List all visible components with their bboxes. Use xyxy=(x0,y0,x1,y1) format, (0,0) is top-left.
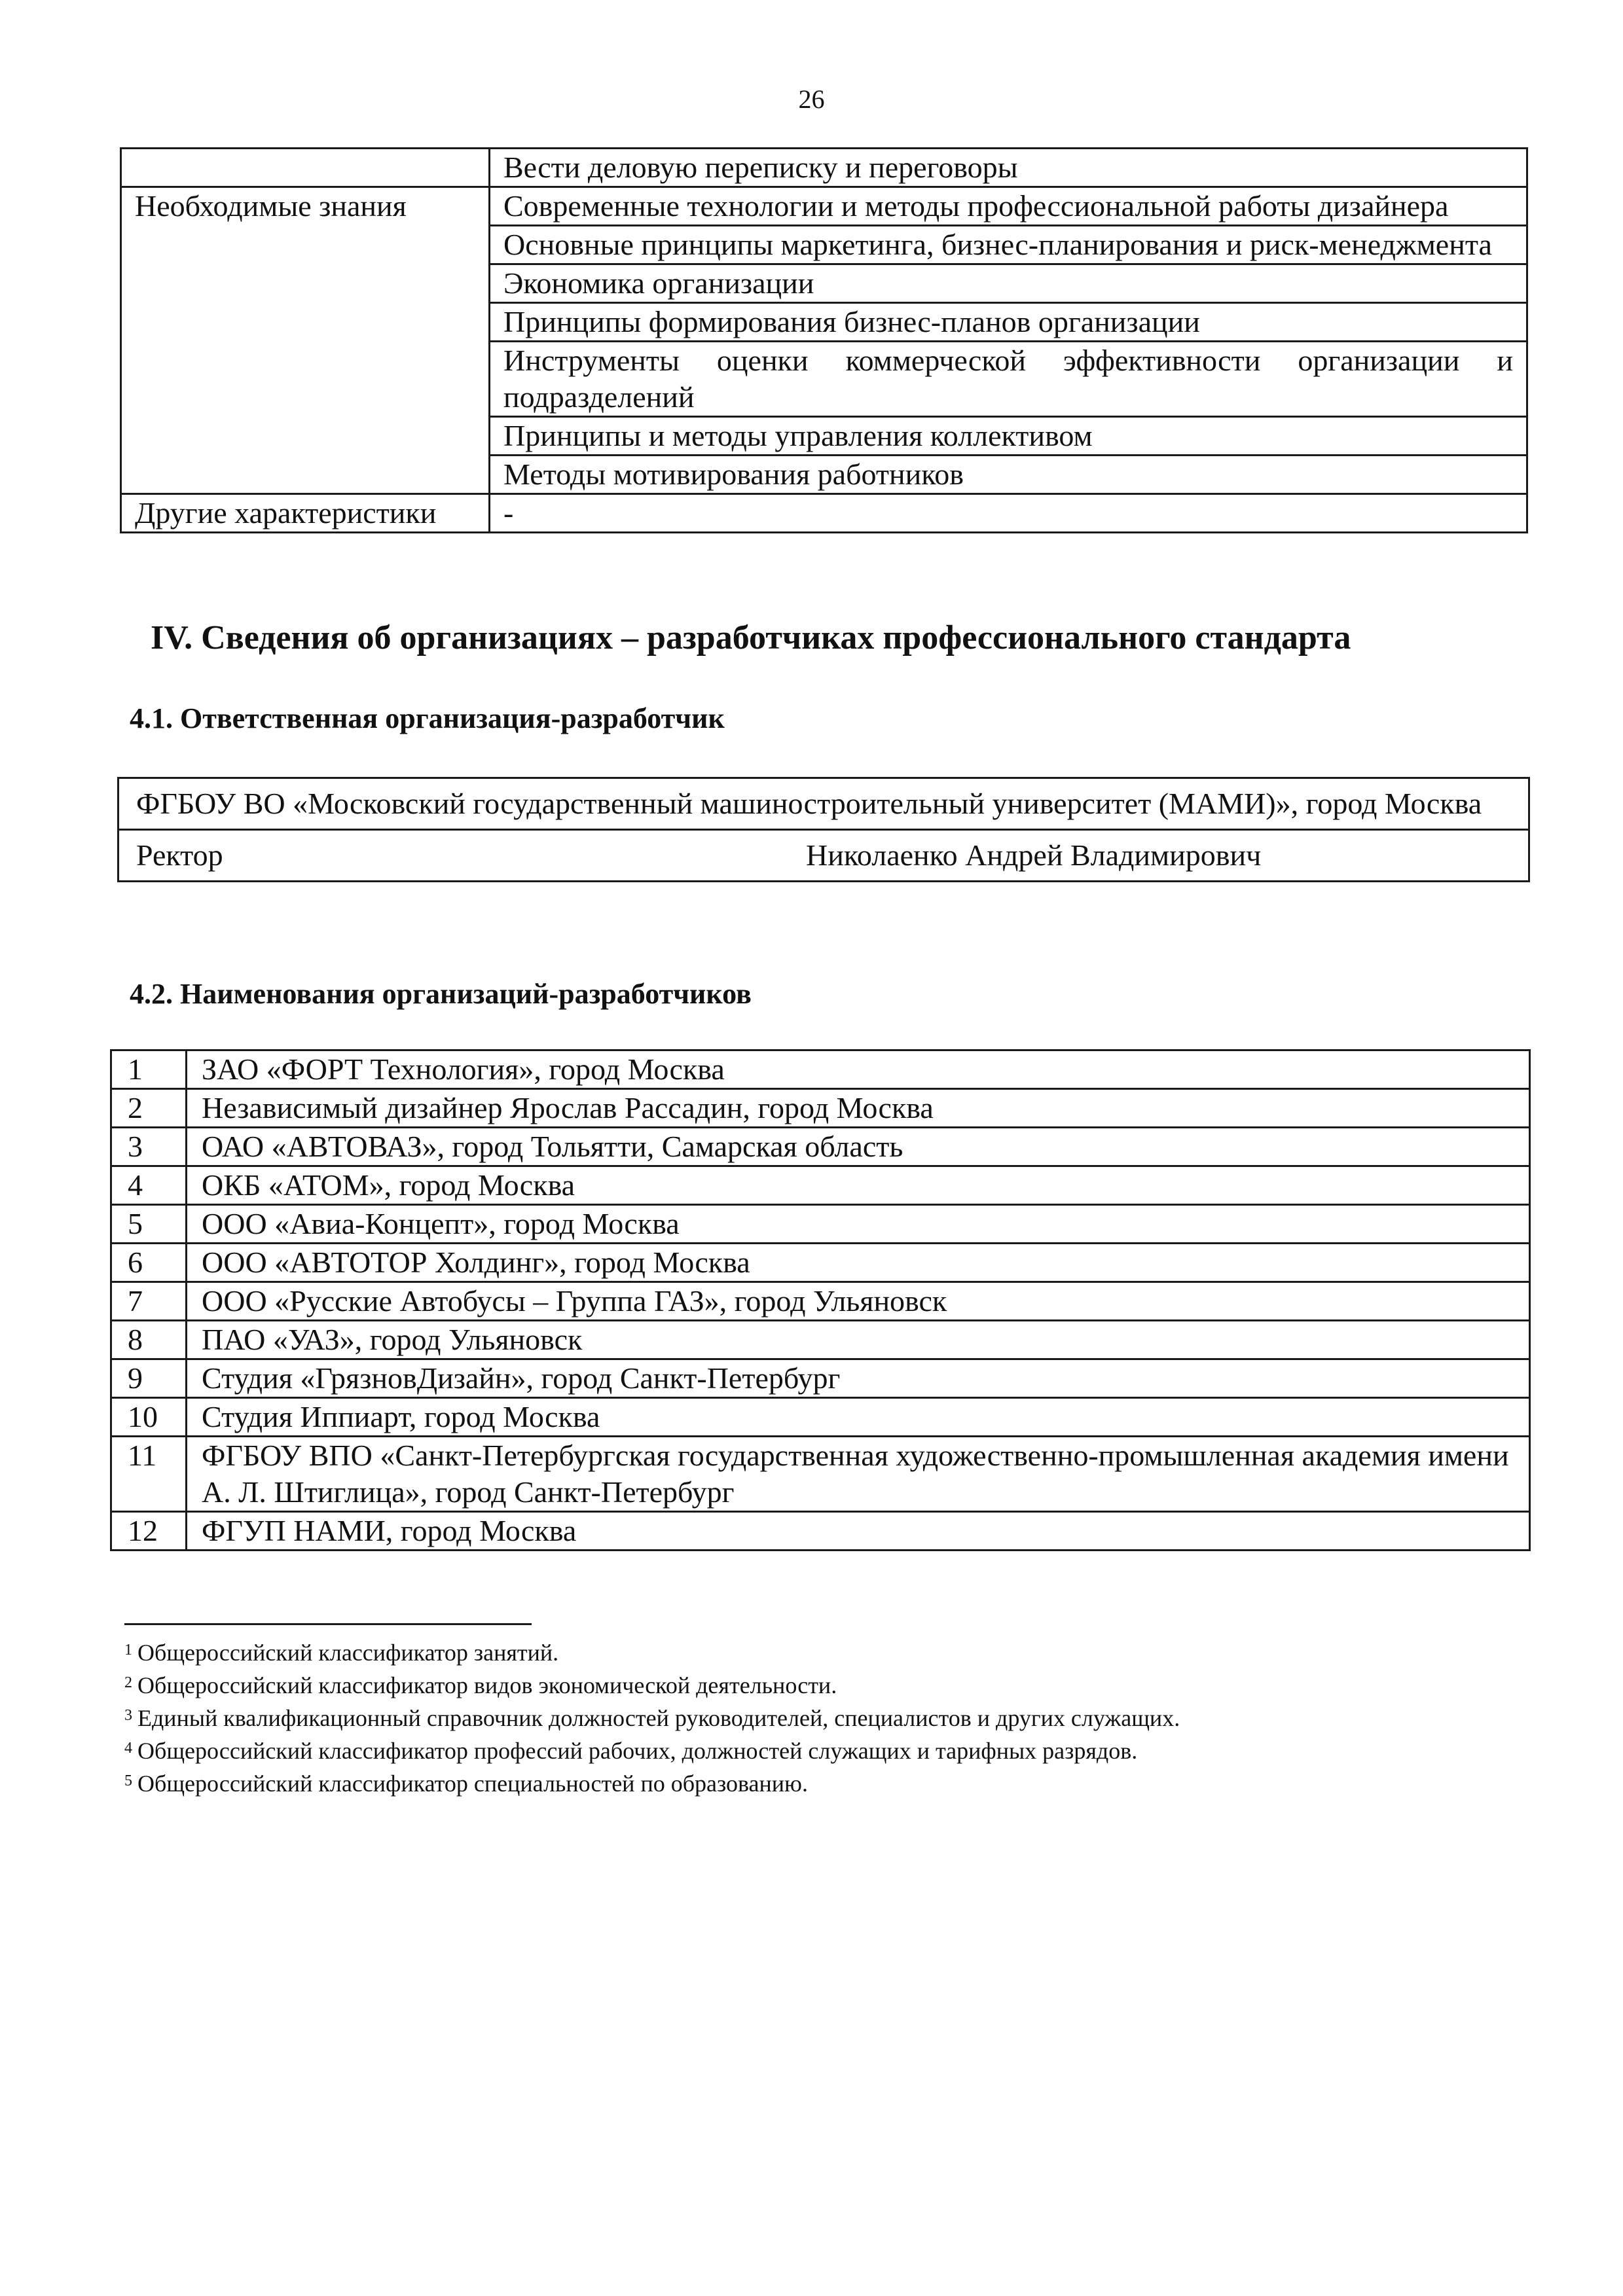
developer-name: Независимый дизайнер Ярослав Рассадин, город Москва xyxy=(187,1089,1530,1128)
footnote-divider xyxy=(124,1623,532,1625)
rector-cell xyxy=(119,830,1529,882)
footnote-text: Единый квалификационный справочник должностей руководителей, специалистов и других служащих. xyxy=(137,1705,1180,1731)
rector-name: Николаенко Андрей Владимирович xyxy=(806,838,1262,872)
footnote-text: Общероссийский классификатор видов экономической деятельности. xyxy=(137,1672,837,1698)
developer-name: ЗАО «ФОРТ Технология», город Москва xyxy=(187,1050,1530,1089)
footnote-mark: 3 xyxy=(124,1707,132,1724)
table-row xyxy=(111,1282,1530,1321)
table-row xyxy=(121,187,1527,226)
rector-row xyxy=(136,837,1511,874)
developer-name: Студия Иппиарт, город Москва xyxy=(187,1398,1530,1437)
developer-number: 6 xyxy=(111,1244,187,1282)
footnote-text: Общероссийский классификатор занятий. xyxy=(137,1640,559,1666)
developer-number: 1 xyxy=(111,1050,187,1089)
developer-number: 12 xyxy=(111,1512,187,1551)
table-row xyxy=(111,1244,1530,1282)
knowledge-item: Принципы и методы управления коллективом xyxy=(490,417,1527,456)
knowledge-table xyxy=(120,147,1528,533)
table-row xyxy=(111,1050,1530,1089)
footnote xyxy=(124,1767,1499,1800)
developers-table xyxy=(110,1049,1531,1551)
developer-name: ОКБ «АТОМ», город Москва xyxy=(187,1166,1530,1205)
footnote xyxy=(124,1702,1499,1734)
developer-name: ООО «Русские Автобусы – Группа ГАЗ», город Ульяновск xyxy=(187,1282,1530,1321)
table-row xyxy=(121,494,1527,533)
table-row xyxy=(111,1205,1530,1244)
table-row xyxy=(111,1437,1530,1512)
footnote-text: Общероссийский классификатор специальностей по образованию. xyxy=(137,1770,808,1797)
knowledge-item: Методы мотивирования работников xyxy=(490,456,1527,494)
footnote-mark: 1 xyxy=(124,1641,132,1659)
org-name: ФГБОУ ВО «Московский государственный машиностроительный университет (МАМИ)», город Москва xyxy=(119,778,1529,830)
developer-number: 11 xyxy=(111,1437,187,1512)
footnotes xyxy=(124,1636,1499,1800)
knowledge-item: Инструменты оценки коммерческой эффективности организации и подразделений xyxy=(490,342,1527,417)
responsible-heading: 4.1. Ответственная организация-разработчик xyxy=(130,702,725,734)
table-row xyxy=(111,1321,1530,1359)
developer-name: ООО «АВТОТОР Холдинг», город Москва xyxy=(187,1244,1530,1282)
developer-number: 5 xyxy=(111,1205,187,1244)
table-row xyxy=(111,1089,1530,1128)
footnote xyxy=(124,1636,1499,1669)
section-title: IV. Сведения об организациях – разработчиках профессионального стандарта xyxy=(151,619,1351,656)
other-label: Другие характеристики xyxy=(121,494,490,533)
developer-number: 9 xyxy=(111,1359,187,1398)
footnote-mark: 2 xyxy=(124,1674,132,1691)
developer-name: ООО «Авиа-Концепт», город Москва xyxy=(187,1205,1530,1244)
knowledge-item: Основные принципы маркетинга, бизнес-планирования и риск-менеджмента xyxy=(490,226,1527,264)
developer-number: 4 xyxy=(111,1166,187,1205)
knowledge-item: Современные технологии и методы профессиональной работы дизайнера xyxy=(490,187,1527,226)
footnote xyxy=(124,1734,1499,1767)
developer-number: 3 xyxy=(111,1128,187,1166)
developer-name: ПАО «УАЗ», город Ульяновск xyxy=(187,1321,1530,1359)
table-row xyxy=(111,1512,1530,1551)
developer-name: ФГБОУ ВПО «Санкт-Петербургская государственная художественно-промышленная академия имени А. Л. Штиглица», город Санкт-Петербург xyxy=(187,1437,1530,1512)
developer-number: 2 xyxy=(111,1089,187,1128)
developers-body xyxy=(111,1050,1530,1551)
footnote-mark: 5 xyxy=(124,1772,132,1789)
page-number: 26 xyxy=(798,84,825,114)
developer-name: ОАО «АВТОВАЗ», город Тольятти, Самарская область xyxy=(187,1128,1530,1166)
table-row xyxy=(119,830,1529,882)
table-row xyxy=(111,1398,1530,1437)
knowledge-item: Экономика организации xyxy=(490,264,1527,303)
footnote xyxy=(124,1669,1499,1702)
responsible-org-table xyxy=(117,777,1530,882)
empty-label-cell xyxy=(121,149,490,187)
developer-name: Студия «ГрязновДизайн», город Санкт-Петербург xyxy=(187,1359,1530,1398)
knowledge-label: Необходимые знания xyxy=(121,187,490,494)
developer-name: ФГУП НАМИ, город Москва xyxy=(187,1512,1530,1551)
other-value: - xyxy=(490,494,1527,533)
developer-number: 10 xyxy=(111,1398,187,1437)
table-row xyxy=(111,1128,1530,1166)
developer-number: 8 xyxy=(111,1321,187,1359)
table-row xyxy=(121,149,1527,187)
footnote-mark: 4 xyxy=(124,1740,132,1757)
footnote-text: Общероссийский классификатор профессий рабочих, должностей служащих и тарифных разрядов. xyxy=(137,1738,1138,1764)
developer-number: 7 xyxy=(111,1282,187,1321)
table-row xyxy=(111,1166,1530,1205)
knowledge-item: Принципы формирования бизнес-планов организации xyxy=(490,303,1527,342)
developers-heading: 4.2. Наименования организаций-разработчиков xyxy=(130,978,752,1010)
table-row xyxy=(119,778,1529,830)
table-row xyxy=(111,1359,1530,1398)
skill-item: Вести деловую переписку и переговоры xyxy=(490,149,1527,187)
rector-title: Ректор xyxy=(136,838,223,872)
